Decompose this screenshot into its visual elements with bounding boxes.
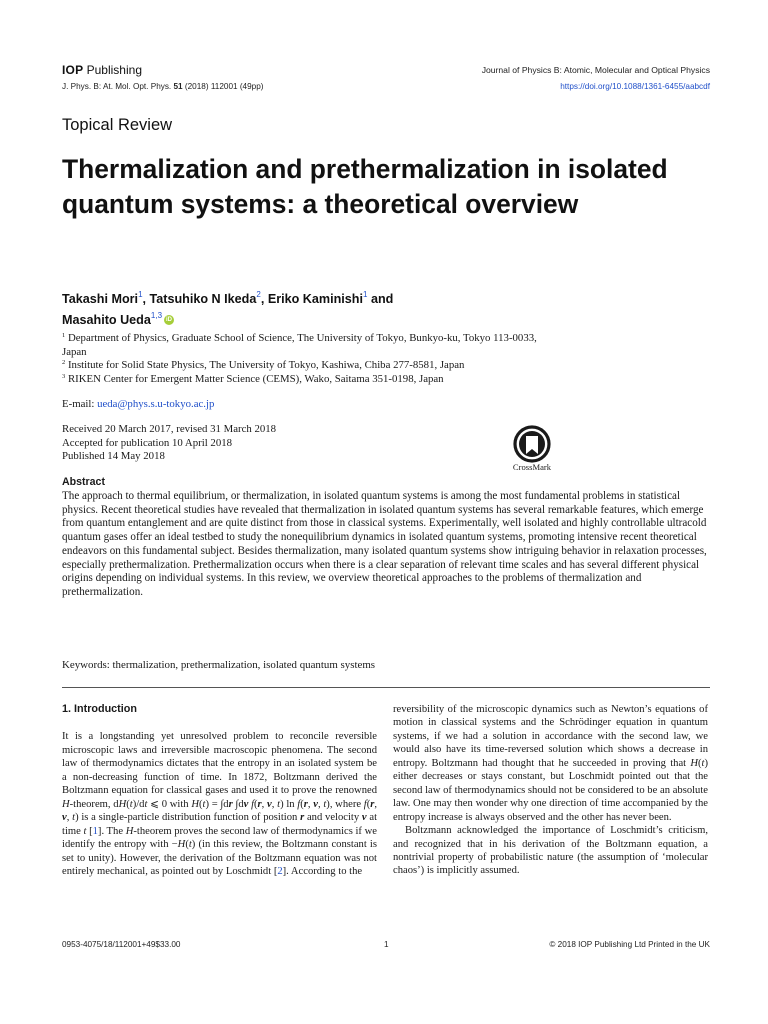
author-list: Takashi Mori$^1$, Tatsuhiko N Ikeda$^2$, Eriko Kaminishi$^1$ and Masahito Ueda$^{1,3}$ iD (62, 290, 394, 328)
accepted-date: Accepted for publication 10 April 2018 (62, 436, 233, 449)
author-name: Eriko Kaminishi (267, 292, 363, 307)
running-header (62, 63, 710, 79)
affiliation-ref[interactable]: 1,3 (150, 311, 163, 321)
reference-link[interactable]: 2 (277, 865, 283, 877)
reference-link[interactable]: 1 (92, 825, 98, 837)
affiliation-item: $^2$ Institute for Solid State Physics, The University of Tokyo, Kashiwa, Chiba 277-8581, Japan (62, 359, 465, 372)
received-date: Received 20 March 2017, revised 31 March 2018 (62, 423, 277, 435)
affiliation-item: $^1$ Department of Physics, Graduate School of Science, The University of Tokyo, Bunkyo-ku, Tokyo 113-0033, Japan (62, 332, 537, 358)
affiliation-ref[interactable]: 2 (256, 290, 261, 299)
copyright: © 2018 IOP Publishing Ltd Printed in the UK (549, 940, 710, 949)
keywords: Keywords: thermalization, prethermalization, isolated quantum systems (62, 659, 376, 671)
section-divider (62, 687, 710, 688)
affiliation-ref[interactable]: 1 (363, 290, 368, 299)
article-title: Thermalization and prethermalization in isolated quantum systems: a theoretical overview (62, 154, 668, 219)
section-heading: 1. Introduction (62, 703, 137, 715)
citation: J. Phys. B: At. Mol. Opt. Phys. 51 (2018) 112001 (49pp) (62, 82, 264, 91)
affiliation-ref[interactable]: 1 (138, 290, 143, 299)
page-number: 1 (384, 940, 389, 949)
column-left (62, 703, 377, 878)
author-name: Masahito Ueda (62, 313, 151, 328)
doi-link[interactable]: https://doi.org/10.1088/1361-6455/aabcdf (560, 82, 710, 91)
published-date: Published 14 May 2018 (62, 450, 165, 463)
article-type: Topical Review (62, 116, 173, 134)
iop-publishing-logo[interactable]: IOP Publishing (62, 63, 142, 77)
affiliation-item: $^3$ RIKEN Center for Emergent Matter Science (CEMS), Wako, Saitama 351-0198, Japan (62, 372, 444, 385)
author-name: Takashi Mori (62, 292, 139, 307)
abstract-text: The approach to thermal equilibrium, or thermalization, in isolated quantum systems is among the most fundamental problems in statistical physics. Recent theoretical studies have revealed that thermalization in isolated quantum systems has several remarkable features, which emerge from quantum entanglement and are quite distinct from those in classical systems. Experimentally, well isolated and highly controllable ultracold quantum gases offer an ideal testbed to study the nonequilibrium dynamics in isolated quantum systems, promoting intensive recent theoretical endeavors on this fundamental subject. Besides thermalization, many isolated quantum systems show intriguing behavior in relaxation processes, especially prethermalization. Prethermalization occurs when there is a clear separation of relevant time scales and has several different physical origins depending on individual systems. In this review, we overview theoretical approaches to the problems of thermalization and prethermalization. (62, 490, 707, 598)
paragraph: It is a longstanding yet unresolved problem to reconcile reversible microscopic laws and irreversible macroscopic phenomena. The second law of thermodynamics dictates that the entropy in an isolated system be a non-decreasing function of time. In 1872, Boltzmann derived the Boltzmann equation for classical gases and used it to prove the renowned H-theorem, dH(t)/dt ⩽ 0 with H(t) = ∫dr ∫dv f(r, v, t) ln f(r, v, t), where f(r, v, t) is a single-particle distribution function of position r and velocity v at time t [1]. The H-theorem proves the second law of thermodynamics if we identify the entropy with −H(t) (in this review, the Boltzmann constant is set to unity). However, the derivation of the Boltzmann equation was not entirely mechanical, as pointed out by Loschmidt [2]. According to the (62, 731, 378, 877)
author-name: Tatsuhiko N Ikeda (149, 292, 257, 307)
crossmark-label: CrossMark (512, 462, 552, 472)
column-right (393, 703, 708, 878)
journal-name: Journal of Physics B: Atomic, Molecular and Optical Physics (481, 65, 710, 75)
contact-email: E-mail: ueda@phys.s.u-tokyo.ac.jp (62, 398, 215, 410)
page-footer (62, 940, 710, 952)
article-code: 0953-4075/18/112001+49$33.00 (62, 940, 181, 949)
paragraph: reversibility of the microscopic dynamics such as Newton’s equations of motion in classical systems and the Schrödinger equation in quantum systems, if we had a solution in accordance with the second law, we would also have its time-reversed solution which shows a decrease in entropy. Boltzmann had thought that he succeeded in proving that H(t) either decreases or stays constant, but Loschmidt pointed out that the second law of thermodynamics should not be considered to be an absolute law. One may then wonder why one direction of time accompanied by the entropy increase is always observed and the other has never been. (393, 704, 708, 823)
abstract-heading: Abstract (62, 476, 105, 488)
orcid-icon[interactable]: iD (166, 317, 173, 324)
publication-dates (62, 423, 276, 464)
email-link[interactable]: ueda@phys.s.u-tokyo.ac.jp (97, 398, 215, 410)
affiliations (62, 332, 562, 386)
citation-line (62, 82, 710, 96)
paragraph: Boltzmann acknowledged the importance of Loschmidt’s criticism, and recognized that in his derivation of the Boltzmann equation, a nontrivial property of probabilistic nature (the assumption of ‘molecular chaos’) is implicitly assumed. (393, 825, 708, 877)
